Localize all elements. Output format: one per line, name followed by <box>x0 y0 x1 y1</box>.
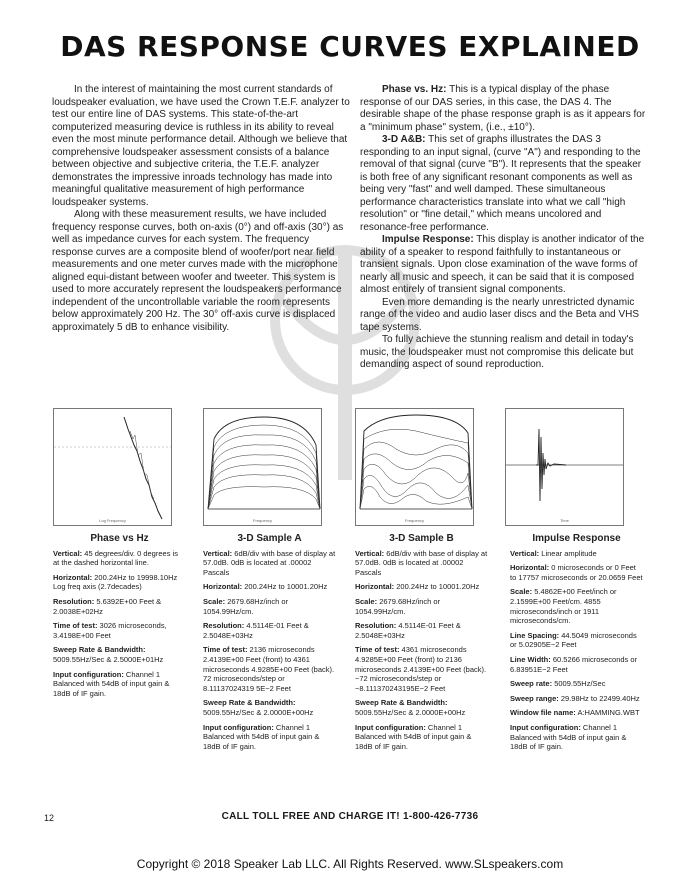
spec-item: Time of test: 3026 microseconds, 3.4198E+00 Feet <box>53 621 167 640</box>
spec-item: Sweep Rate & Bandwidth: 5009.55Hz/Sec & 2.5000E+01Hz <box>53 645 164 664</box>
impulse-explanation <box>360 234 650 297</box>
impulse-heading: Impulse Response: <box>382 234 474 245</box>
spec-item: Input configuration: Channel 1 Balanced with 54dB of input gain & 18dB of IF gain. <box>510 722 627 752</box>
phase-text: This is a typical display of the phase response of our DAS series, in this case, the DAS 4. The desirable shape of the phase response graph is as it appears for a "minimum phase" system, (i.e., ±10°). <box>360 84 646 133</box>
call-toll-free-line: CALL TOLL FREE AND CHARGE IT! 1-800-426-7736 <box>221 811 479 822</box>
spec-item: Scale: 5.4862E+00 Feet/inch or 2.1599E+00 Feet/cm. 4855 microseconds/inch or 1911 microseconds/cm. <box>510 587 617 626</box>
sample-a-specs-title: 3-D Sample A <box>237 533 302 544</box>
spec-item: Vertical: 6dB/div with base of display at 57.0dB. 0dB is located at .00002 Pascals <box>203 548 336 577</box>
intro-paragraph: In the interest of maintaining the most current standards of loudspeaker evaluation, we have used the Crown T.E.F. analyzer to test our entire line of DAS systems. This state-of-the-art computerized measuring device is ruthless in its ability to reveal even the most minute performance detail. Although we believe that comprehensive loudspeaker assessment consists of a balance between objective and subjective criteria, the T.E.F. analyzer demonstrates the impressive inroads technology has made into meaningful qualitative measurement of high performance loudspeaker systems. <box>52 84 350 208</box>
spec-item: Input configuration: Channel 1 Balanced with 54dB of input gain & 18dB of IF gain. <box>203 722 320 751</box>
sample-b-specs <box>355 534 488 756</box>
impulse-graph <box>505 408 624 526</box>
impulse-specs-title: Impulse Response <box>532 533 621 544</box>
impulse-axis-label: Time <box>560 518 569 523</box>
spec-item: Scale: 2679.68Hz/inch or 1054.99Hz/cm. <box>355 596 441 616</box>
spec-item: Horizontal: 0 microseconds or 0 Feet to 17757 microseconds or 20.0659 Feet <box>510 563 643 582</box>
sample-b-specs-title: 3-D Sample B <box>389 533 454 544</box>
phase-explanation <box>360 84 650 134</box>
explanations-column <box>360 84 650 372</box>
spec-item: Scale: 2679.68Hz/inch or 1054.99Hz/cm. <box>203 596 289 616</box>
phase-specs-title: Phase vs Hz <box>90 533 149 544</box>
spec-item: Time of test: 4361 microseconds 4.9285E+00 Feet (front) to 2136 microseconds 2.4139E+00 Feet (back). −72 microseconds/step or −8.111370243195E−2 Feet <box>355 645 487 693</box>
page-title: DAS RESPONSE CURVES EXPLAINED <box>60 30 640 63</box>
impulse-text: This display is another indicator of the ability of a speaker to respond faithfully to instantaneous or transient signals. Upon close examination of the wave forms of nearly all music and speech, it can be said that it is composed almost entirely of transient signal components. <box>360 234 645 295</box>
phase-graph <box>53 408 172 526</box>
spec-item: Input configuration: Channel 1 Balanced with 54dB of input gain & 18dB of IF gain. <box>53 669 170 698</box>
spec-item: Vertical: Linear amplitude <box>510 548 597 558</box>
spec-item: Sweep Rate & Bandwidth: 5009.55Hz/Sec & 2.0000E+00Hz <box>355 698 466 717</box>
spec-item: Horizontal: 200.24Hz to 10001.20Hz <box>355 582 480 592</box>
phase-heading: Phase vs. Hz: <box>382 84 447 95</box>
phase-specs <box>53 534 186 703</box>
intro-column <box>52 84 350 334</box>
spec-item: Sweep rate: 5009.55Hz/Sec <box>510 679 606 689</box>
spec-item: Line Spacing: 44.5049 microseconds or 5.02905E−2 Feet <box>510 630 637 650</box>
sample-b-graph <box>355 408 474 526</box>
demanding-paragraph: Even more demanding is the nearly unrestricted dynamic range of the video and audio laser discs and the Beta and VHS tape systems. <box>360 296 640 333</box>
threed-text: This set of graphs illustrates the DAS 3 responding to an input signal, (curve "A") and responding to the removal of that signal (curve "B"). It represents that the speaker is both free of any significant resonant components as well as being very "fast" and well damped. These simultaneous performance characteristics translate into what we call "high resolution" or "fine detail," which means uncolored and resonance-free performance. <box>360 134 642 233</box>
spec-item: Resolution: 5.6392E+00 Feet & 2.0038E+02Hz <box>53 596 162 616</box>
threed-explanation <box>360 134 650 234</box>
spec-item: Vertical: 45 degrees/div. 0 degrees is at the dashed horizontal line. <box>53 548 178 568</box>
spec-item: Sweep Rate & Bandwidth: 5009.55Hz/Sec & 2.0000E+00Hz <box>203 698 314 717</box>
sample-a-axis-label: Frequency <box>253 518 272 523</box>
sample-b-axis-label: Frequency <box>405 518 424 523</box>
page-number: 12 <box>44 813 55 823</box>
spec-item: Resolution: 4.5114E-01 Feet & 2.5048E+03Hz <box>355 621 461 640</box>
copyright-line: Copyright © 2018 Speaker Lab LLC. All Rights Reserved. www.SLspeakers.com <box>136 857 564 871</box>
intro-paragraph: Along with these measurement results, we have included frequency response curves, both on-axis (0°) and off-axis (30°) as well as impedance curves for each system. The frequency response curves are a composite blend of woofer/port near field measurements and one meter curves made with the microphone aligned equi-distant between woofer and tweeter. This system is used to more accurately represent the loudspeakers performance independent of the uncontrollable variable the room represents below approximately 200 Hz. The 30° off-axis curve is displaced approximately 5 dB to enhance visibility. <box>52 209 344 333</box>
spec-item: Horizontal: 200.24Hz to 10001.20Hz <box>203 582 328 592</box>
spec-item: Horizontal: 200.24Hz to 19998.10Hz Log freq axis (2.7decades) <box>53 572 178 592</box>
impulse-specs <box>510 534 643 757</box>
spec-item: Line Width: 60.5266 microseconds or 6.83951E−2 Feet <box>510 654 638 674</box>
threed-heading: 3-D A&B: <box>382 134 426 145</box>
spec-item: Sweep range: 29.98Hz to 22499.40Hz <box>510 693 640 703</box>
spec-item: Input configuration: Channel 1 Balanced with 54dB of input gain & 18dB of IF gain. <box>355 722 472 751</box>
phase-axis-label: Log Frequency <box>99 518 126 523</box>
sample-a-specs <box>203 534 336 756</box>
spec-item: Vertical: 6dB/div with base of display at 57.0dB. 0dB is located at .00002 Pascals <box>355 548 488 577</box>
achieve-paragraph: To fully achieve the stunning realism and detail in today's music, the loudspeaker must not compromise this delicate but demanding aspect of sound reproduction. <box>360 334 634 370</box>
sample-a-graph <box>203 408 322 526</box>
spec-item: Window file name: A:HAMMING.WBT <box>510 708 640 718</box>
spec-item: Time of test: 2136 microseconds 2.4139E+00 Feet (front) to 4361 microseconds 4.9285E+00 Feet (back). 72 microseconds/step or 8.11137024319 5E−2 Feet <box>203 645 335 693</box>
spec-item: Resolution: 4.5114E-01 Feet & 2.5048E+03Hz <box>203 621 309 640</box>
